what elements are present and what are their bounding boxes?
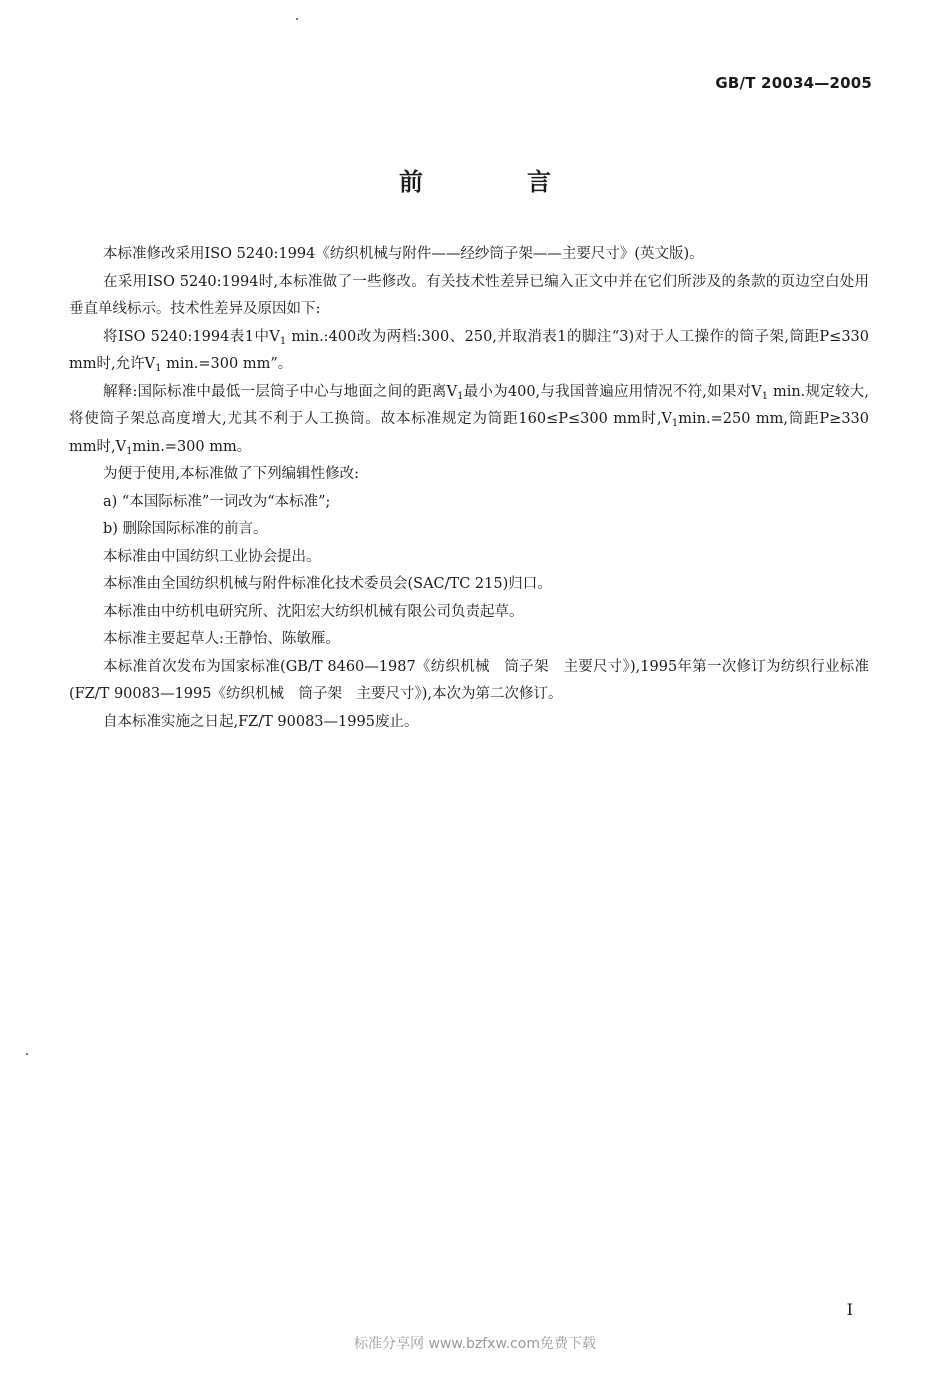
text-run: min.=300 mm。 xyxy=(132,438,252,455)
standard-number: GB/T 20034—2005 xyxy=(715,74,872,92)
scan-speck xyxy=(26,1053,28,1055)
paragraph-drafters: 本标准主要起草人:王静怡、陈敏雁。 xyxy=(103,631,340,647)
subscript: 1 xyxy=(279,335,287,347)
watermark: 标准分享网 www.bzfxw.com免费下载 xyxy=(354,1336,596,1352)
subscript: 1 xyxy=(155,363,162,374)
list-item-b: b) 删除国际标准的前言。 xyxy=(103,521,268,537)
text-run: min.=250 mm,筒距P≥330 mm时,V xyxy=(69,411,869,455)
subscript: 1 xyxy=(126,445,133,457)
page-title: 前 言 xyxy=(399,168,591,196)
text-run: min.:400改为两档:300、250,并取消表1的脚注“3)对于人工操作的筒子架,筒距P≤330 mm时,允许V xyxy=(69,328,870,372)
list-item-a: a) “本国际标准”一词改为“本标准”; xyxy=(103,493,331,510)
paragraph-explanation xyxy=(69,379,869,462)
page-number: I xyxy=(846,1300,853,1319)
scan-speck xyxy=(296,18,298,20)
text-run: 解释:国际标准中最低一层筒子中心与地面之间的距离V xyxy=(103,383,458,400)
paragraph-modifications: 在采用ISO 5240:1994时,本标准做了一些修改。有关技术性差异已编入正文中并在它们所涉及的条款的页边空白处用垂直单线标示。技术性差异及原因如下: xyxy=(69,273,869,317)
paragraph-committee: 本标准由全国纺织机械与附件标准化技术委员会(SAC/TC 215)归口。 xyxy=(103,576,552,592)
paragraph-supersedes: 自本标准实施之日起,FZ/T 90083—1995废止。 xyxy=(103,713,419,730)
paragraph-proposer: 本标准由中国纺织工业协会提出。 xyxy=(103,548,321,565)
document-body xyxy=(69,241,869,736)
subscript: 1 xyxy=(457,390,464,402)
text-run: 最小为400,与我国普遍应用情况不符,如果对V xyxy=(463,383,762,400)
text-run: min.=300 mm”。 xyxy=(161,356,293,372)
paragraph-editorial-intro: 为便于使用,本标准做了下列编辑性修改: xyxy=(103,466,359,482)
paragraph-drafting-units: 本标准由中纺机电研究所、沈阳宏大纺织机械有限公司负责起草。 xyxy=(103,603,524,620)
subscript: 1 xyxy=(671,418,679,429)
paragraph-technical-change xyxy=(69,324,869,379)
subscript: 1 xyxy=(761,390,769,402)
text-run: 将ISO 5240:1994表1中V xyxy=(103,328,280,345)
text-run: min.规定较大,将使筒子架总高度增大,尤其不利于人工换筒。故本标准规定为筒距160≤P≤300 mm时,V xyxy=(69,383,869,427)
paragraph-history: 本标准首次发布为国家标准(GB/T 8460—1987《纺织机械 筒子架 主要尺寸》),1995年第一次修订为纺织行业标准(FZ/T 90083—1995《纺织机械 筒子架 主要尺寸》),本次为第二次修订。 xyxy=(69,658,869,702)
paragraph-adoption: 本标准修改采用ISO 5240:1994《纺织机械与附件——经纱筒子架——主要尺寸》(英文版)。 xyxy=(103,246,704,262)
